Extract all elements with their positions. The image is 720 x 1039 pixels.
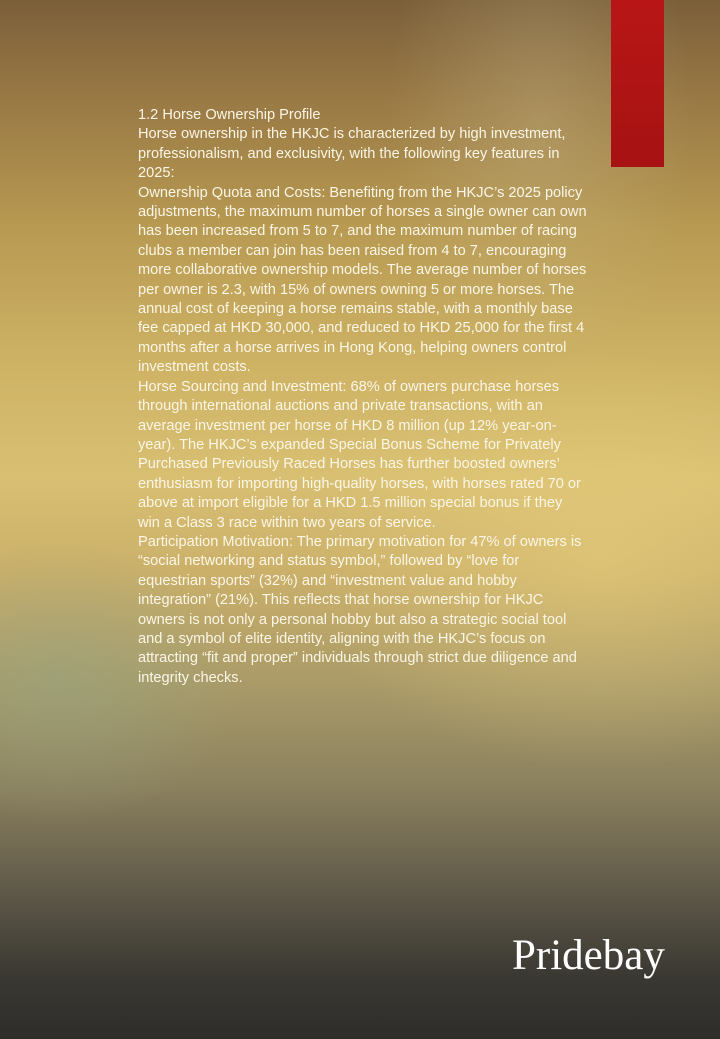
paragraph-horse-sourcing: Horse Sourcing and Investment: 68% of owners purchase horses through international auctions and private transactions, with an average investment per horse of HKD 8 million (up 12% year-on-year). The HKJC’s expanded Special Bonus Scheme for Privately Purchased Previously Raced Horses has further boosted owners’ enthusiasm for importing high-quality horses, with horses rated 70 or above at import eligible for a HKD 1.5 million special bonus if they win a Class 3 race within two years of service. [138,378,581,531]
paragraph-participation-motivation: Participation Motivation: The primary motivation for 47% of owners is “social networking and status symbol,” followed by “love for equestrian sports” (32%) and “investment value and hobby integration” (21%). This reflects that horse ownership for HKJC owners is not only a personal hobby but also a strategic social tool and a symbol of elite identity, aligning with the HKJC’s focus on attracting “fit and proper” individuals through strict due diligence and integrity checks. [138,533,582,686]
paragraph-ownership-quota: Ownership Quota and Costs: Benefiting from the HKJC’s 2025 policy adjustments, the maximum number of horses a single owner can own has been increased from 5 to 7, and the maximum number of racing clubs a member can join has been raised from 4 to 7, encouraging more collaborative ownership models. The average number of horses per owner is 2.3, with 15% of owners owning 5 or more horses. The annual cost of keeping a horse remains stable, with a monthly base fee capped at HKD 30,000, and reduced to HKD 25,000 for the first 4 months after a horse arrives in Hong Kong, helping owners control investment costs. [138,184,587,376]
red-bookmark-tab [611,0,664,167]
pridebay-logo: Pridebay [512,932,665,979]
section-title: 1.2 Horse Ownership Profile [138,107,321,123]
intro-paragraph: Horse ownership in the HKJC is characterized by high investment, professionalism, and exclusivity, with the following key features in 2025: [138,126,566,182]
document-body [138,106,588,688]
